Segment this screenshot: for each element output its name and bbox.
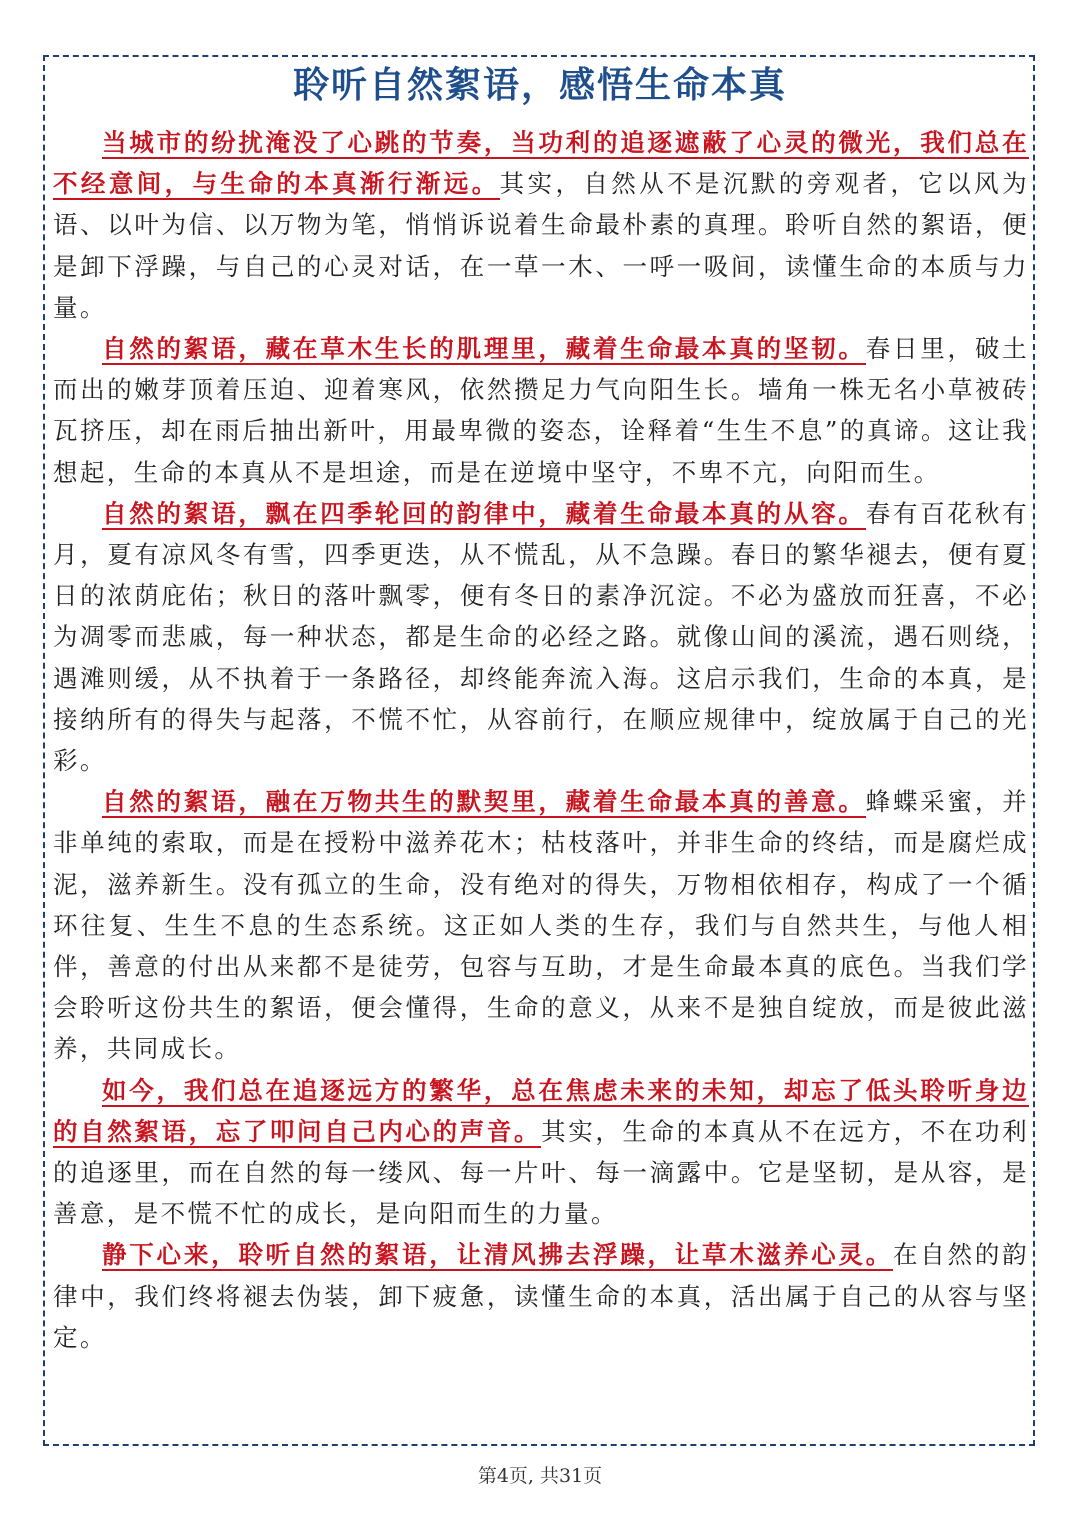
paragraph-6-key-sentence: 静下心来，聆听自然的絮语，让清风拂去浮躁，让草木滋养心灵。	[102, 1240, 893, 1270]
paragraph-5-text: 其实，生命的本真从不在远方，不在功利的追逐里，而在自然的每一缕风、每一片叶、每一滴露中。它是坚韧，是从容，是善意，是不慌不忙的成长，是向阳而生的力量。	[53, 1116, 1029, 1229]
paragraph-1	[53, 122, 1029, 328]
paragraph-5-key-sentence: 如今，我们总在追逐远方的繁华，总在焦虑未来的未知，却忘了低头聆听身边的自然絮语，忘了叩问自己内心的声音。	[53, 1075, 1029, 1146]
paragraph-4-key-sentence: 自然的絮语，融在万物共生的默契里，藏着生命最本真的善意。	[102, 787, 866, 817]
paragraph-2	[53, 328, 1029, 493]
paragraph-3-key-sentence: 自然的絮语，飘在四季轮回的韵律中，藏着生命最本真的从容。	[102, 498, 866, 528]
page-title: 聆听自然絮语，感悟生命本真	[292, 64, 787, 106]
paragraph-1-key-sentence: 当城市的纷扰淹没了心跳的节奏，当功利的追逐遮蔽了心灵的微光，我们总在不经意间，与生命的本真渐行渐远。	[53, 128, 1029, 199]
paragraph-2-text: 春日里，破土而出的嫩芽顶着压迫、迎着寒风，依然攒足力气向阳生长。墙角一株无名小草被砖瓦挤压，却在雨后抽出新叶，用最卑微的姿态，诠释着“生生不息”的真谛。这让我想起，生命的本真从不是坦途，而是在逆境中坚守，不卑不亢，向阳而生。	[53, 334, 1029, 487]
paragraph-4	[53, 781, 1029, 1069]
paragraph-6	[53, 1234, 1029, 1358]
paragraph-4-text: 蜂蝶采蜜，并非单纯的索取，而是在授粉中滋养花木；枯枝落叶，并非生命的终结，而是腐烂成泥，滋养新生。没有孤立的生命，没有绝对的得失，万物相依相存，构成了一个循环往复、生生不息的生态系统。这正如人类的生存，我们与自然共生，与他人相伴，善意的付出从来都不是徒劳，包容与互助，才是生命最本真的底色。当我们学会聆听这份共生的絮语，便会懂得，生命的意义，从来不是独自绽放，而是彼此滋养，共同成长。	[53, 787, 1029, 1064]
paragraph-6-text: 在自然的韵律中，我们终将褪去伪装，卸下疲惫，读懂生命的本真，活出属于自己的从容与坚定。	[53, 1240, 1030, 1352]
paragraph-1-text: 其实，自然从不是沉默的旁观者，它以风为语、以叶为信、以万物为笔，悄悄诉说着生命最朴素的真理。聆听自然的絮语，便是卸下浮躁，与自己的心灵对话，在一草一木、一呼一吸间，读懂生命的本质与力量。	[53, 169, 1029, 322]
paragraph-2-key-sentence: 自然的絮语，藏在草木生长的肌理里，藏着生命最本真的坚韧。	[102, 334, 866, 364]
paragraph-5	[53, 1070, 1029, 1235]
article-body	[53, 122, 1029, 1358]
paragraph-3	[53, 493, 1029, 781]
paragraph-3-text: 春有百花秋有月，夏有凉风冬有雪，四季更迭，从不慌乱，从不急躁。春日的繁华褪去，便有夏日的浓荫庇佑；秋日的落叶飘零，便有冬日的素净沉淀。不必为盛放而狂喜，不必为凋零而悲戚，每一种状态，都是生命的必经之路。就像山间的溪流，遇石则绕，遇滩则缓，从不执着于一条路径，却终能奔流入海。这启示我们，生命的本真，是接纳所有的得失与起落，不慌不忙，从容前行，在顺应规律中，绽放属于自己的光彩。	[53, 498, 1029, 776]
page-number: 第4页, 共31页	[477, 1465, 603, 1487]
